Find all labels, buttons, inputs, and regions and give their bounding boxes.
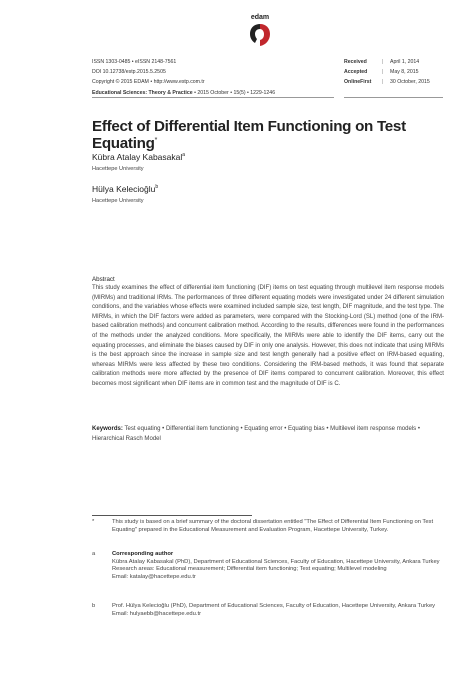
footnote-mark: b	[92, 603, 96, 609]
date-row: Received | April 1, 2014	[344, 59, 420, 65]
footnote	[92, 519, 452, 543]
author-name: Hülya Kelecioğlu$^b$	[92, 184, 159, 194]
footnote	[92, 551, 452, 599]
footnote-mark: *	[92, 519, 95, 525]
footnote-text: Kübra Atalay Kabasakal (PhD), Department of Educational Sciences, Faculty of Education, Hacettepe University, Ankara Turkey Research areas: Educational measurement; Differential item functioning; Test equating; Multilevel modeling Email: katalay@hacettepe.edu.tr	[112, 558, 440, 581]
keywords-label: Keywords:	[92, 426, 123, 432]
edam-logo-icon	[248, 23, 272, 47]
journal-meta	[92, 57, 332, 98]
abstract-text: This study examines the effect of differential item functioning (DIF) items on test equating through multilevel item response models (MIRMs) and traditional IRMs. The performances of three different equating models were investigated under 24 different simulation conditions, and the variables whose effects were examined included sample size, test length, DIF magnitude, and the test type. The MIRMs, in which the DIF factors were added as parameters, were compared with the Stocking-Lord (SL) method (one of the IRM-based calibration methods) and concurrent calibration method. According to the results, differences were found in the performances of the methods under the analyzed conditions. More specifically, the MIRMs were able to identify the DIF items, carry out the equating processes, and eliminate the biases caused by DIF in only one analysis. However, this does not indicate that using MIRMs is the best approach since the increase in sample size and test length generally had a positive effect on IRM-based equating, whereas MIRMs were less affected by these two conditions. Considering the IRM-based methods, it was found that separate calibration methods were more affected by the presence of DIF items compared to concurrent calibration. Moreover, this effect becomes most significant when DIF items are in common test and the magnitude of DIF is C.	[92, 285, 444, 387]
author-affiliation: Hacettepe University	[92, 198, 144, 204]
logo-text: edam	[250, 14, 270, 21]
author-affiliation: Hacettepe University	[92, 166, 144, 172]
footnote-text: Prof. Hülya Kelecioğlu (PhD), Department of Educational Sciences, Faculty of Education, Hacettepe University, Ankara Turkey Email: hulyaebb@hacettepe.edu.tr	[112, 603, 436, 617]
footnote-mark: a	[92, 551, 96, 557]
corresponding-author-heading: Corresponding author	[112, 551, 174, 557]
author-name: Kübra Atalay Kabasakal$^a$	[92, 152, 186, 162]
article-dates	[344, 57, 444, 88]
issn: ISSN 1303-0485 • eISSN 2148-7561	[92, 59, 177, 65]
date-row: OnlineFirst | 30 October, 2015	[344, 79, 430, 86]
keywords	[92, 425, 444, 444]
header-divider	[92, 97, 334, 98]
title-footnote-mark: *	[154, 136, 157, 144]
journal-logo	[244, 14, 276, 48]
footnote	[92, 603, 452, 627]
journal-name: Educational Sciences: Theory & Practice	[92, 89, 193, 96]
footnote-divider	[92, 515, 252, 516]
keywords-list: Test equating • Differential item functioning • Equating error • Equating bias • Multilevel item response models • Hierarchical Rasch Model	[92, 426, 420, 442]
copyright: Copyright © 2015 EDAM • http://www.estp.com.tr	[92, 79, 205, 86]
footnote-text: This study is based on a brief summary of the doctoral dissertation entitled "The Effect of Differential Item Functioning on Test Equating" prepared in the Educational Measurement and Evaluation Program, Hacettepe University, Turkey.	[112, 519, 434, 533]
date-row: Accepted | May 8, 2015	[344, 69, 419, 76]
header-divider	[344, 97, 443, 98]
doi: DOI 10.12738/estp.2015.5.2505	[92, 69, 166, 76]
abstract-heading: Abstract	[92, 276, 115, 283]
journal-issue: • 2015 October • 15(5) • 1229-1246	[192, 89, 276, 96]
paper-title: Effect of Differential Item Functioning on Test Equating*	[92, 118, 406, 152]
